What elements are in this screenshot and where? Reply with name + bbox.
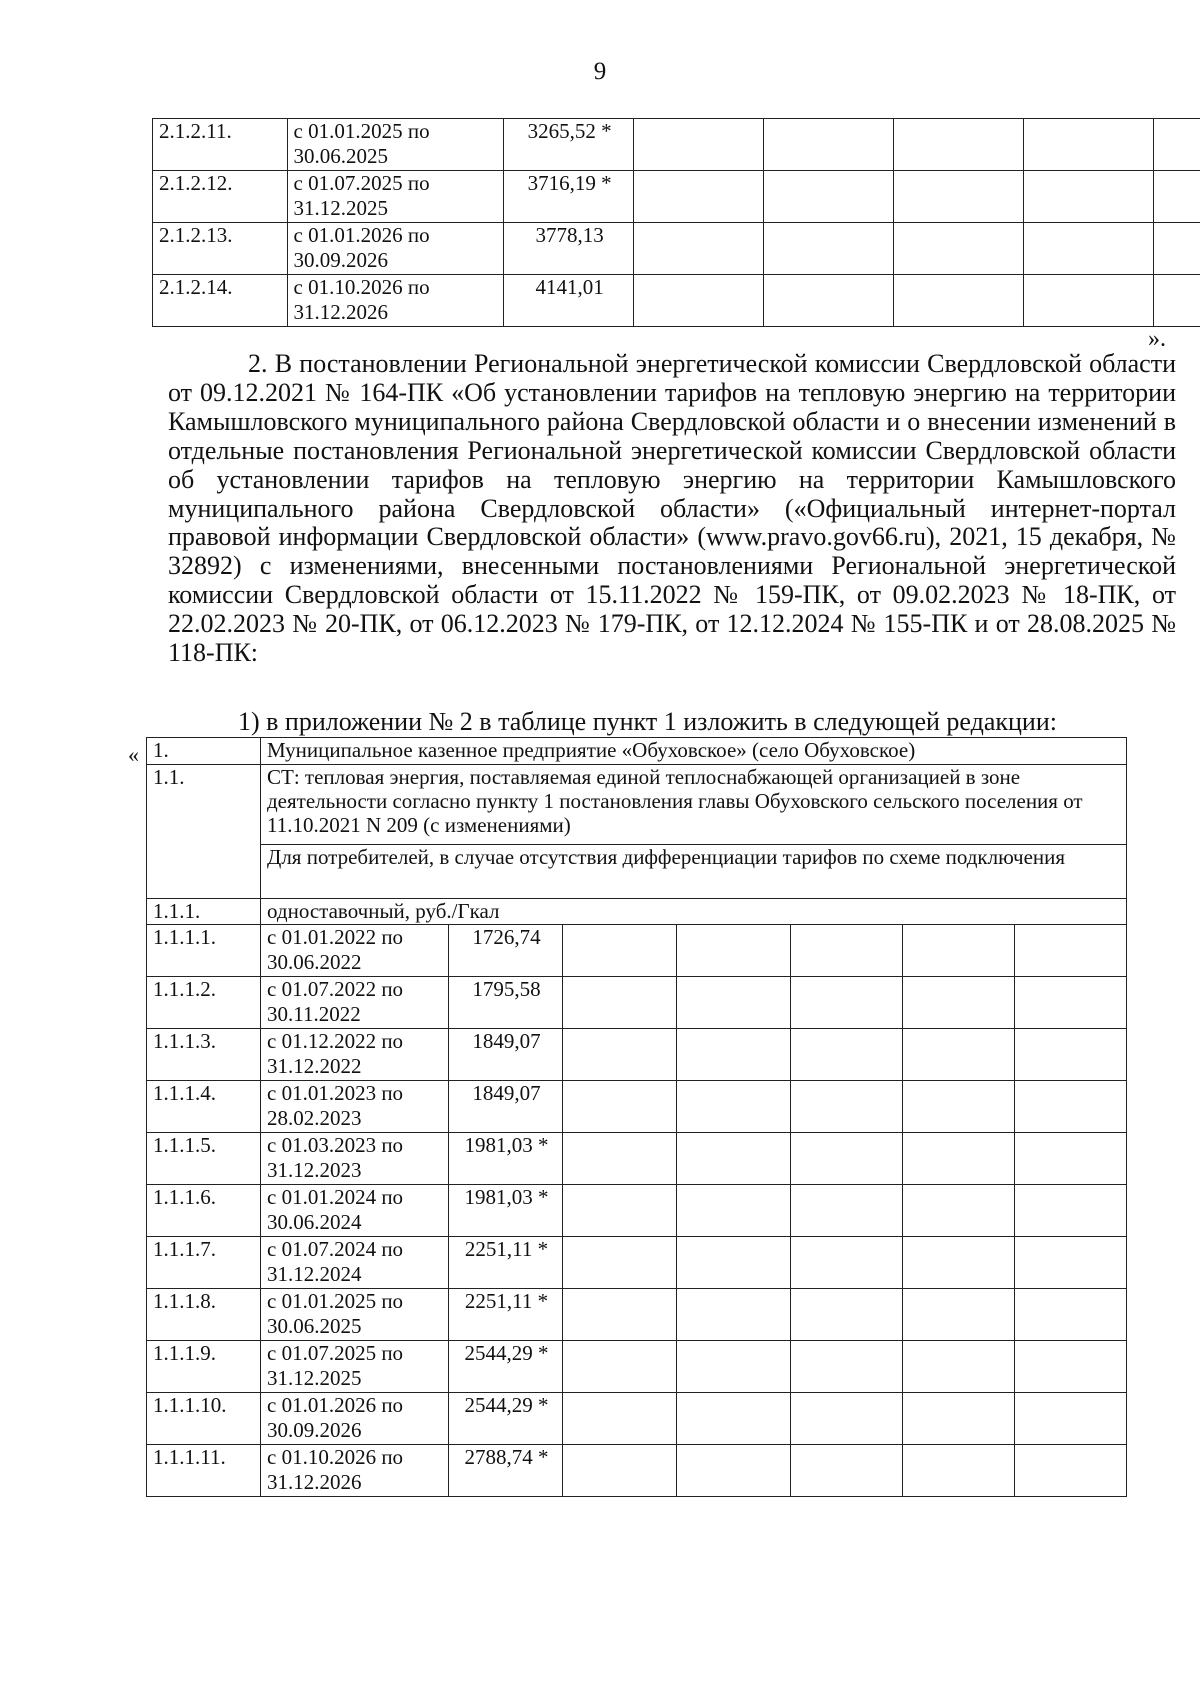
- empty-cell: [903, 1029, 1015, 1081]
- period-end: 31.12.2025: [293, 196, 389, 220]
- paragraph-text: 2. В постановлении Региональной энергетической комиссии Свердловской области от 09.12.2021 № 164-ПК «Об установлении тарифов на тепловую энергию на территории Камышловского муниципального района Свердловской области и о внесении изменений в отдельные постановления Региональной энергетической комиссии Свердловской области об установлении тарифов на тепловую энергию на территории Камышловского муниципального района Свердловской области» («Официальный интернет-портал правовой информации Свердловской области» (www.pravo.gov66.ru), 2021, 15 декабря, № 32892) с изменениями, внесенными постановлениями Региональной энергетической комиссии Свердловской области от 15.11.2022 № 159-ПК, от 09.02.2023 № 18-ПК, от 22.02.2023 № 20-ПК, от 06.12.2023 № 179-ПК, от 12.12.2024 № 155-ПК и от 28.08.2025 № 118-ПК:: [168, 349, 1176, 668]
- period-end: 30.06.2024: [267, 1210, 362, 1234]
- page-number: 9: [593, 58, 607, 85]
- row-number: 1.1.1.8.: [147, 1289, 261, 1341]
- empty-cell: [677, 1341, 791, 1393]
- period-start: с 01.07.2022 по: [267, 977, 404, 1001]
- period-end: 31.12.2026: [293, 300, 389, 324]
- empty-cell: [677, 1029, 791, 1081]
- empty-cell: [764, 275, 894, 327]
- subpoint-1: 1) в приложении № 2 в таблице пункт 1 изложить в следующей редакции:: [238, 707, 1057, 736]
- row-period: [261, 925, 449, 977]
- empty-cell: [677, 1445, 791, 1497]
- empty-cell: [563, 1185, 677, 1237]
- table-row: [147, 1133, 1127, 1185]
- period-end: 28.02.2023: [267, 1106, 362, 1130]
- table-row: [147, 1289, 1127, 1341]
- row-tariff-value: 3716,19 *: [504, 171, 634, 223]
- period-end: 31.12.2026: [267, 1470, 362, 1494]
- empty-cell: [677, 1185, 791, 1237]
- row-period: [261, 1133, 449, 1185]
- service-description: СТ: тепловая энергия, поставляемая единой теплоснабжающей организацией в зоне деятельности согласно пункту 1 постановления главы Обуховского сельского поселения от 11.10.2021 N 209 (с изменениями): [261, 765, 1127, 845]
- empty-cell: [791, 977, 903, 1029]
- empty-cell: [1024, 171, 1154, 223]
- org-row: [147, 738, 1127, 765]
- row-period: [261, 1029, 449, 1081]
- empty-cell: [563, 1081, 677, 1133]
- period-end: 31.12.2025: [267, 1366, 362, 1390]
- empty-cell: [791, 1081, 903, 1133]
- empty-cell: [677, 1133, 791, 1185]
- empty-cell: [894, 223, 1024, 275]
- empty-cell: [1015, 1029, 1127, 1081]
- row-period: [287, 275, 504, 327]
- row-tariff-value: 2251,11 *: [449, 1289, 563, 1341]
- row-number: 2.1.2.11.: [153, 119, 288, 171]
- row-period: [261, 1341, 449, 1393]
- period-end: 30.09.2026: [267, 1418, 362, 1442]
- empty-cell: [903, 977, 1015, 1029]
- empty-cell: [791, 1393, 903, 1445]
- empty-cell: [764, 171, 894, 223]
- table-row: [147, 1029, 1127, 1081]
- row-number: 1.1.1.1.: [147, 925, 261, 977]
- empty-cell: [677, 1289, 791, 1341]
- row-number: 1.1.1.10.: [147, 1393, 261, 1445]
- empty-cell: [1024, 223, 1154, 275]
- empty-cell: [764, 223, 894, 275]
- service-num: 1.1.: [147, 765, 261, 899]
- row-number: 2.1.2.14.: [153, 275, 288, 327]
- empty-cell: [563, 1341, 677, 1393]
- empty-cell: [1015, 1237, 1127, 1289]
- table-row: [147, 925, 1127, 977]
- empty-cell: [677, 1393, 791, 1445]
- empty-cell: [563, 925, 677, 977]
- rate-type: одноставочный, руб./Гкал: [261, 899, 1127, 925]
- row-number: 1.1.1.2.: [147, 977, 261, 1029]
- empty-cell: [894, 119, 1024, 171]
- empty-cell: [764, 119, 894, 171]
- empty-cell: [1015, 1185, 1127, 1237]
- period-end: 31.12.2023: [267, 1158, 362, 1182]
- row-tariff-value: 1726,74: [449, 925, 563, 977]
- period-start: с 01.01.2023 по: [267, 1081, 404, 1105]
- empty-cell: [903, 1237, 1015, 1289]
- empty-cell: [1024, 275, 1154, 327]
- period-start: с 01.10.2026 по: [293, 275, 430, 299]
- empty-cell: [1153, 223, 1200, 275]
- row-tariff-value: 1795,58: [449, 977, 563, 1029]
- period-end: 31.12.2022: [267, 1054, 362, 1078]
- row-tariff-value: 1849,07: [449, 1081, 563, 1133]
- period-end: 31.12.2024: [267, 1262, 362, 1286]
- period-end: 30.06.2025: [293, 144, 389, 168]
- empty-cell: [903, 1185, 1015, 1237]
- row-tariff-value: 1981,03 *: [449, 1133, 563, 1185]
- consumers-row: [147, 845, 1127, 899]
- org-name: Муниципальное казенное предприятие «Обуховское» (село Обуховское): [261, 738, 1127, 765]
- period-start: с 01.07.2024 по: [267, 1237, 404, 1261]
- row-tariff-value: 3778,13: [504, 223, 634, 275]
- empty-cell: [634, 171, 764, 223]
- empty-cell: [903, 1393, 1015, 1445]
- empty-cell: [894, 275, 1024, 327]
- table-row: [147, 977, 1127, 1029]
- period-start: с 01.01.2024 по: [267, 1185, 404, 1209]
- table-row: [147, 1445, 1127, 1497]
- period-start: с 01.07.2025 по: [293, 171, 430, 195]
- org-num: 1.: [147, 738, 261, 765]
- period-start: с 01.07.2025 по: [267, 1341, 404, 1365]
- row-number: 1.1.1.7.: [147, 1237, 261, 1289]
- empty-cell: [634, 223, 764, 275]
- empty-cell: [894, 171, 1024, 223]
- empty-cell: [791, 1133, 903, 1185]
- empty-cell: [677, 1081, 791, 1133]
- table-row: [147, 1237, 1127, 1289]
- row-tariff-value: 2544,29 *: [449, 1341, 563, 1393]
- period-start: с 01.03.2023 по: [267, 1133, 404, 1157]
- period-end: 30.11.2022: [267, 1002, 361, 1026]
- empty-cell: [563, 1289, 677, 1341]
- row-number: 1.1.1.11.: [147, 1445, 261, 1497]
- period-end: 30.09.2026: [293, 248, 389, 272]
- empty-cell: [677, 977, 791, 1029]
- empty-cell: [791, 1185, 903, 1237]
- period-start: с 01.01.2022 по: [267, 925, 404, 949]
- empty-cell: [563, 1029, 677, 1081]
- row-number: 1.1.1.9.: [147, 1341, 261, 1393]
- opening-quote: «: [128, 742, 139, 767]
- empty-cell: [1015, 1133, 1127, 1185]
- empty-cell: [563, 1445, 677, 1497]
- row-number: 1.1.1.3.: [147, 1029, 261, 1081]
- row-period: [287, 223, 504, 275]
- period-start: с 01.01.2025 по: [267, 1289, 404, 1313]
- row-period: [287, 119, 504, 171]
- empty-cell: [1153, 171, 1200, 223]
- empty-cell: [903, 1289, 1015, 1341]
- empty-cell: [1153, 119, 1200, 171]
- period-end: 30.06.2025: [267, 1314, 362, 1338]
- rate-num: 1.1.1.: [147, 899, 261, 925]
- row-number: 1.1.1.6.: [147, 1185, 261, 1237]
- closing-quote: ».: [1148, 326, 1166, 352]
- period-start: с 01.12.2022 по: [267, 1029, 404, 1053]
- row-tariff-value: 4141,01: [504, 275, 634, 327]
- empty-cell: [1024, 119, 1154, 171]
- row-number: 2.1.2.12.: [153, 171, 288, 223]
- amendment-paragraph: [168, 350, 1176, 668]
- period-start: с 01.01.2026 по: [293, 223, 430, 247]
- empty-cell: [634, 275, 764, 327]
- empty-cell: [1015, 1289, 1127, 1341]
- row-period: [261, 1445, 449, 1497]
- empty-cell: [1015, 1445, 1127, 1497]
- row-period: [261, 1237, 449, 1289]
- rate-row: [147, 899, 1127, 925]
- empty-cell: [903, 1445, 1015, 1497]
- row-period: [261, 1185, 449, 1237]
- row-number: 1.1.1.4.: [147, 1081, 261, 1133]
- consumers-description: Для потребителей, в случае отсутствия дифференциации тарифов по схеме подключения: [261, 845, 1127, 899]
- table-row: [147, 1185, 1127, 1237]
- empty-cell: [634, 119, 764, 171]
- empty-cell: [791, 1029, 903, 1081]
- row-number: 1.1.1.5.: [147, 1133, 261, 1185]
- empty-cell: [1015, 977, 1127, 1029]
- row-tariff-value: 3265,52 *: [504, 119, 634, 171]
- empty-cell: [1015, 925, 1127, 977]
- period-end: 30.06.2022: [267, 950, 362, 974]
- empty-cell: [791, 1341, 903, 1393]
- table-row: [153, 171, 1200, 223]
- empty-cell: [791, 925, 903, 977]
- row-period: [287, 171, 504, 223]
- table-row: [153, 223, 1200, 275]
- row-tariff-value: 1849,07: [449, 1029, 563, 1081]
- empty-cell: [677, 925, 791, 977]
- empty-cell: [903, 925, 1015, 977]
- period-start: с 01.01.2026 по: [267, 1393, 404, 1417]
- row-tariff-value: 2788,74 *: [449, 1445, 563, 1497]
- empty-cell: [791, 1445, 903, 1497]
- row-tariff-value: 2544,29 *: [449, 1393, 563, 1445]
- empty-cell: [903, 1081, 1015, 1133]
- empty-cell: [1015, 1081, 1127, 1133]
- empty-cell: [791, 1289, 903, 1341]
- row-tariff-value: 2251,11 *: [449, 1237, 563, 1289]
- empty-cell: [1015, 1393, 1127, 1445]
- row-period: [261, 1393, 449, 1445]
- empty-cell: [903, 1133, 1015, 1185]
- empty-cell: [1153, 275, 1200, 327]
- empty-cell: [1015, 1341, 1127, 1393]
- empty-cell: [563, 1237, 677, 1289]
- row-period: [261, 1081, 449, 1133]
- row-period: [261, 977, 449, 1029]
- table-row: [147, 1341, 1127, 1393]
- period-start: с 01.01.2025 по: [293, 119, 430, 143]
- period-start: с 01.10.2026 по: [267, 1445, 404, 1469]
- empty-cell: [791, 1237, 903, 1289]
- row-period: [261, 1289, 449, 1341]
- table-row: [147, 1393, 1127, 1445]
- row-tariff-value: 1981,03 *: [449, 1185, 563, 1237]
- table-row: [153, 275, 1200, 327]
- tariff-table-continuation: [152, 118, 1200, 327]
- empty-cell: [563, 1133, 677, 1185]
- empty-cell: [563, 1393, 677, 1445]
- row-number: 2.1.2.13.: [153, 223, 288, 275]
- table-row: [147, 1081, 1127, 1133]
- empty-cell: [903, 1341, 1015, 1393]
- table-row: [153, 119, 1200, 171]
- tariff-table-obukhovskoe: [146, 737, 1127, 1497]
- service-row: [147, 765, 1127, 845]
- empty-cell: [677, 1237, 791, 1289]
- empty-cell: [563, 977, 677, 1029]
